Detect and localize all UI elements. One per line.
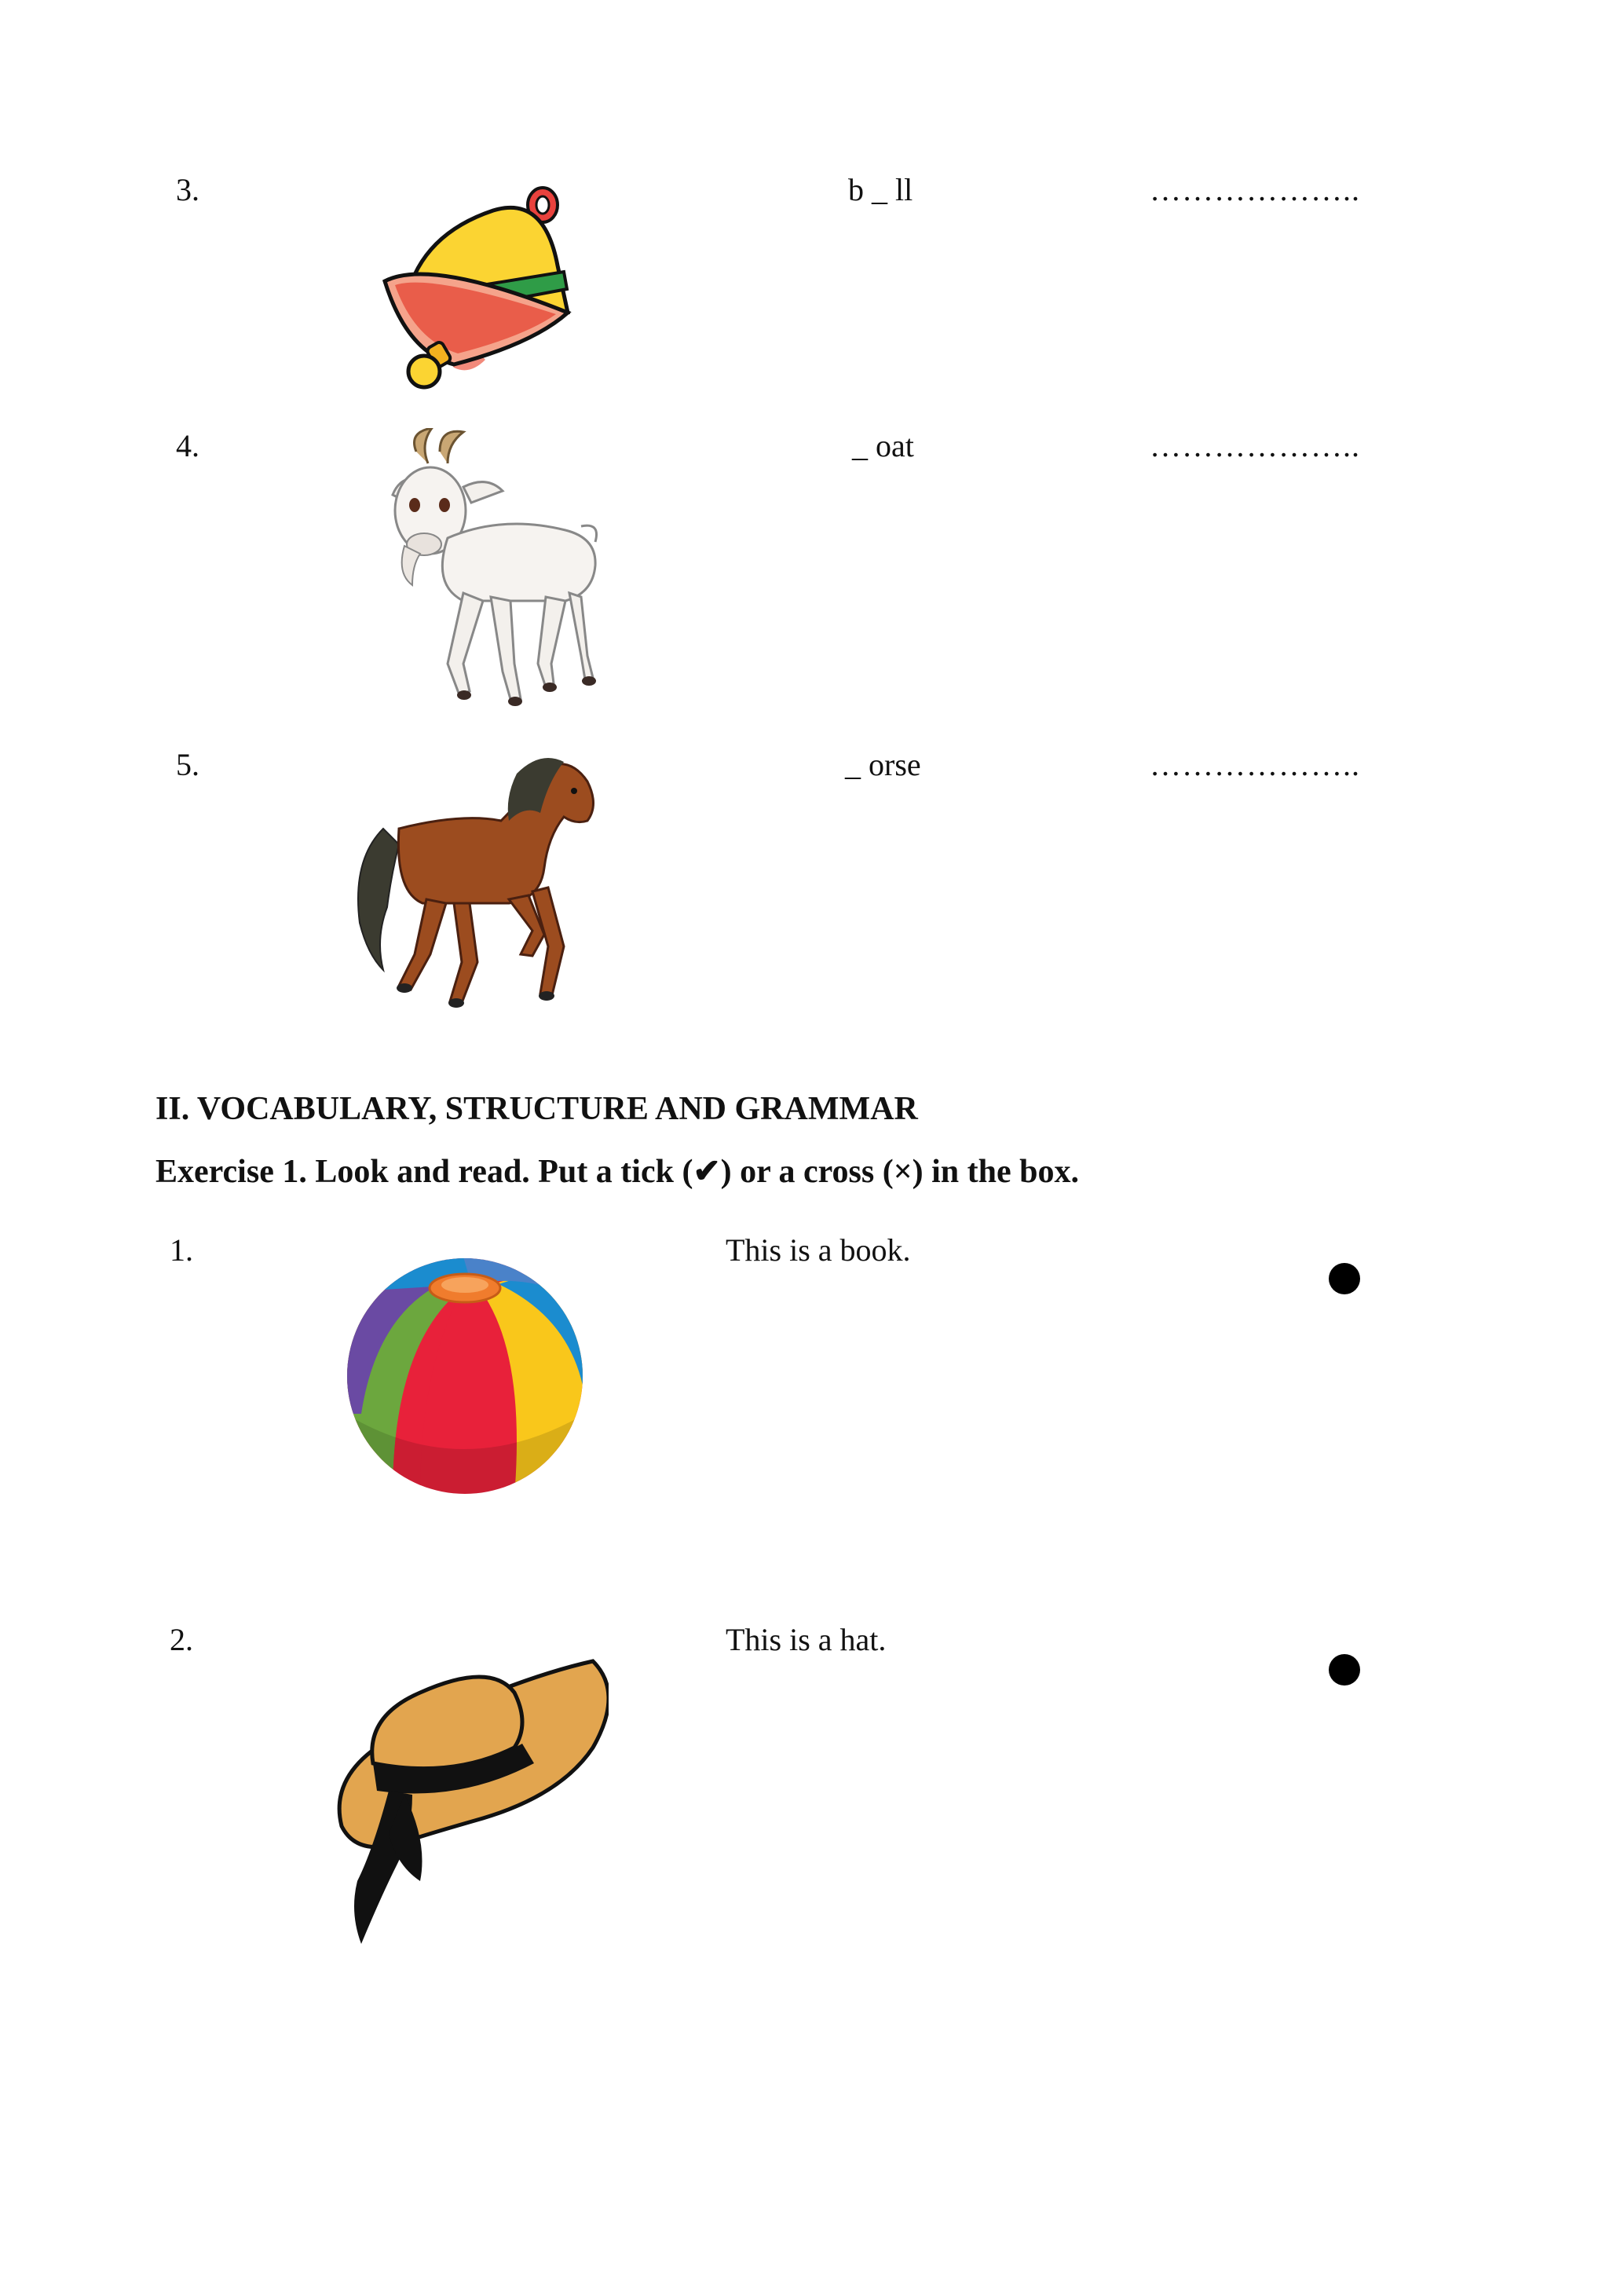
horse-icon xyxy=(352,750,603,1009)
missing-letter-word: b _ ll xyxy=(848,172,913,207)
missing-letter-word: _ oat xyxy=(852,428,914,463)
answer-blank[interactable]: ……………….. xyxy=(1150,428,1360,463)
sentence: This is a hat. xyxy=(726,1622,887,1657)
item-number: 1. xyxy=(170,1232,193,1268)
bell-icon xyxy=(375,179,572,391)
item-number: 3. xyxy=(176,172,199,207)
missing-letter-word: _ orse xyxy=(845,747,921,782)
straw-hat-icon xyxy=(326,1645,609,1960)
beach-ball-icon xyxy=(346,1257,585,1496)
item-number: 5. xyxy=(176,747,199,782)
goat-icon xyxy=(346,428,605,711)
section-heading: II. VOCABULARY, STRUCTURE AND GRAMMAR xyxy=(155,1091,918,1127)
exercise-instruction: Exercise 1. Look and read. Put a tick (✔) or a cross (×) in the box. xyxy=(155,1154,1079,1190)
answer-blank[interactable]: ……………….. xyxy=(1150,172,1360,207)
sentence: This is a book. xyxy=(726,1232,911,1268)
item-number: 2. xyxy=(170,1622,193,1657)
answer-box-bullet[interactable] xyxy=(1329,1263,1360,1294)
answer-blank[interactable]: ……………….. xyxy=(1150,747,1360,782)
item-number: 4. xyxy=(176,428,199,463)
answer-box-bullet[interactable] xyxy=(1329,1654,1360,1686)
